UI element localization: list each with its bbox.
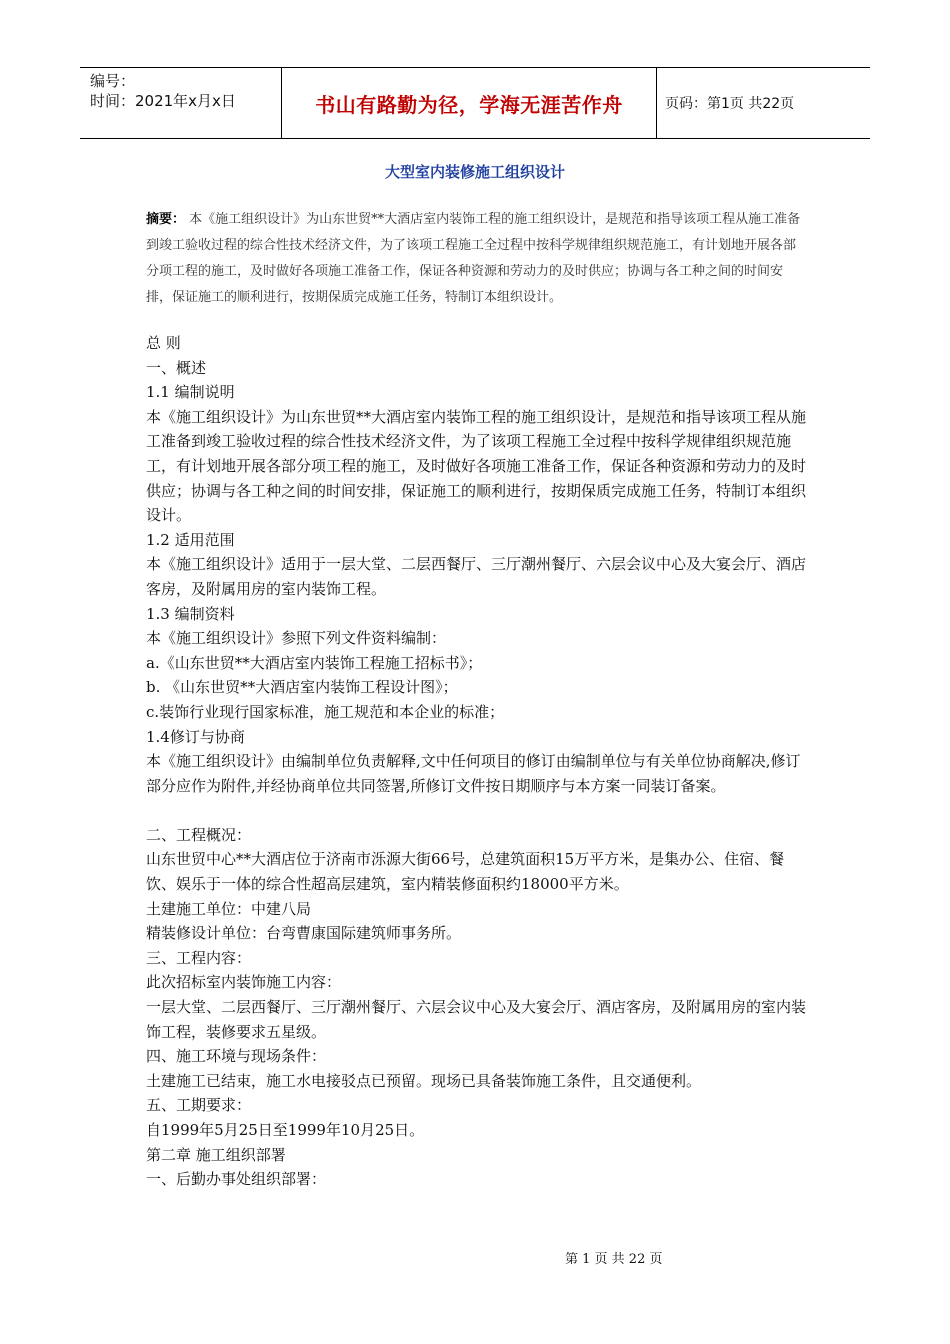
paragraph: 本《施工组织设计》适用于一层大堂、二层西餐厅、三厅潮州餐厅、六层会议中心及大宴会厅、酒店客房，及附属用房的室内装饰工程。	[146, 555, 807, 598]
list-item: c.装饰行业现行国家标准，施工规范和本企业的标准；	[146, 702, 505, 721]
abstract-text: 本《施工组织设计》为山东世贸**大酒店室内装饰工程的施工组织设计，是规范和指导该项工程从施工准备到竣工验收过程的综合性技术经济文件，为了该项工程施工全过程中按科学规律组织规范施工，有计划地开展各部分项工程的施工，及时做好各项施工准备工作，保证各种资源和劳动力的及时供应；协调与各工种之间的时间安排，保证施工的顺利进行，按期保质完成施工任务，特制订本组织设计。	[146, 212, 801, 305]
abstract	[146, 207, 806, 311]
abstract-label: 摘要：	[146, 212, 186, 227]
subsection-heading: 1.4修订与协商	[146, 727, 245, 746]
paragraph: 山东世贸中心**大酒店位于济南市泺源大街66号，总建筑面积15万平方米，是集办公、住宿、餐饮、娱乐于一体的综合性超高层建筑，室内精装修面积约18000平方米。	[146, 850, 785, 894]
page-header	[80, 67, 870, 139]
document-body	[146, 331, 812, 1192]
subsection-heading: 1.1 编制说明	[146, 383, 235, 402]
page-footer: 第 1 页 共 22 页	[565, 1252, 663, 1267]
spacer	[146, 798, 812, 823]
paragraph: 此次招标室内装饰施工内容：	[146, 973, 342, 992]
document-title: 大型室内装修施工组织设计	[384, 163, 565, 181]
chapter-heading: 第二章 施工组织部署	[146, 1145, 286, 1164]
paragraph: 精装修设计单位：台弯曹康国际建筑师事务所。	[146, 924, 462, 943]
list-item: a.《山东世贸**大酒店室内装饰工程施工招标书》；	[146, 653, 483, 672]
header-motto: 书山有路勤为径，学海无涯苦作舟	[282, 68, 657, 138]
section-heading: 一、概述	[146, 358, 207, 377]
document-number: 编号：	[90, 72, 136, 90]
paragraph: 土建施工已结束，施工水电接驳点已预留。现场已具备装饰施工条件，且交通便利。	[146, 1071, 702, 1090]
section-heading: 五、工期要求：	[146, 1096, 252, 1115]
header-page-info: 页码：第1页 共22页	[665, 96, 795, 112]
section-heading: 二、工程概况：	[146, 825, 252, 844]
paragraph: 土建施工单位：中建八局	[146, 899, 312, 918]
subsection-heading: 1.3 编制资料	[146, 604, 235, 623]
section-heading: 总 则	[146, 334, 181, 352]
paragraph: 本《施工组织设计》为山东世贸**大酒店室内装饰工程的施工组织设计，是规范和指导该项工程从施工准备到竣工验收过程的综合性技术经济文件，为了该项工程施工全过程中按科学规律组织规范施工，有计划地开展各部分项工程的施工，及时做好各项施工准备工作，保证各种资源和劳动力的及时供应；协调与各工种之间的时间安排，保证施工的顺利进行，按期保质完成施工任务，特制订本组织设计。	[146, 407, 807, 525]
section-heading: 一、后勤办事处组织部署：	[146, 1170, 327, 1189]
list-item: b. 《山东世贸**大酒店室内装饰工程设计图》；	[146, 678, 458, 697]
paragraph: 一层大堂、二层西餐厅、三厅潮州餐厅、六层会议中心及大宴会厅、酒店客房，及附属用房的室内装饰工程，装修要求五星级。	[146, 998, 807, 1041]
header-meta	[80, 68, 282, 138]
paragraph: 自1999年5月25日至1999年10月25日。	[146, 1121, 425, 1139]
section-heading: 四、施工环境与现场条件：	[146, 1047, 327, 1066]
paragraph: 本《施工组织设计》由编制单位负责解释,文中任何项目的修订由编制单位与有关单位协商解决,修订部分应作为附件,并经协商单位共同签署,所修订文件按日期顺序与本方案一同装订备案。	[146, 752, 801, 795]
document-date: 时间：2021年x月x日	[90, 92, 236, 110]
paragraph: 本《施工组织设计》参照下列文件资料编制：	[146, 629, 447, 648]
section-heading: 三、工程内容：	[146, 948, 252, 967]
subsection-heading: 1.2 适用范围	[146, 530, 235, 549]
